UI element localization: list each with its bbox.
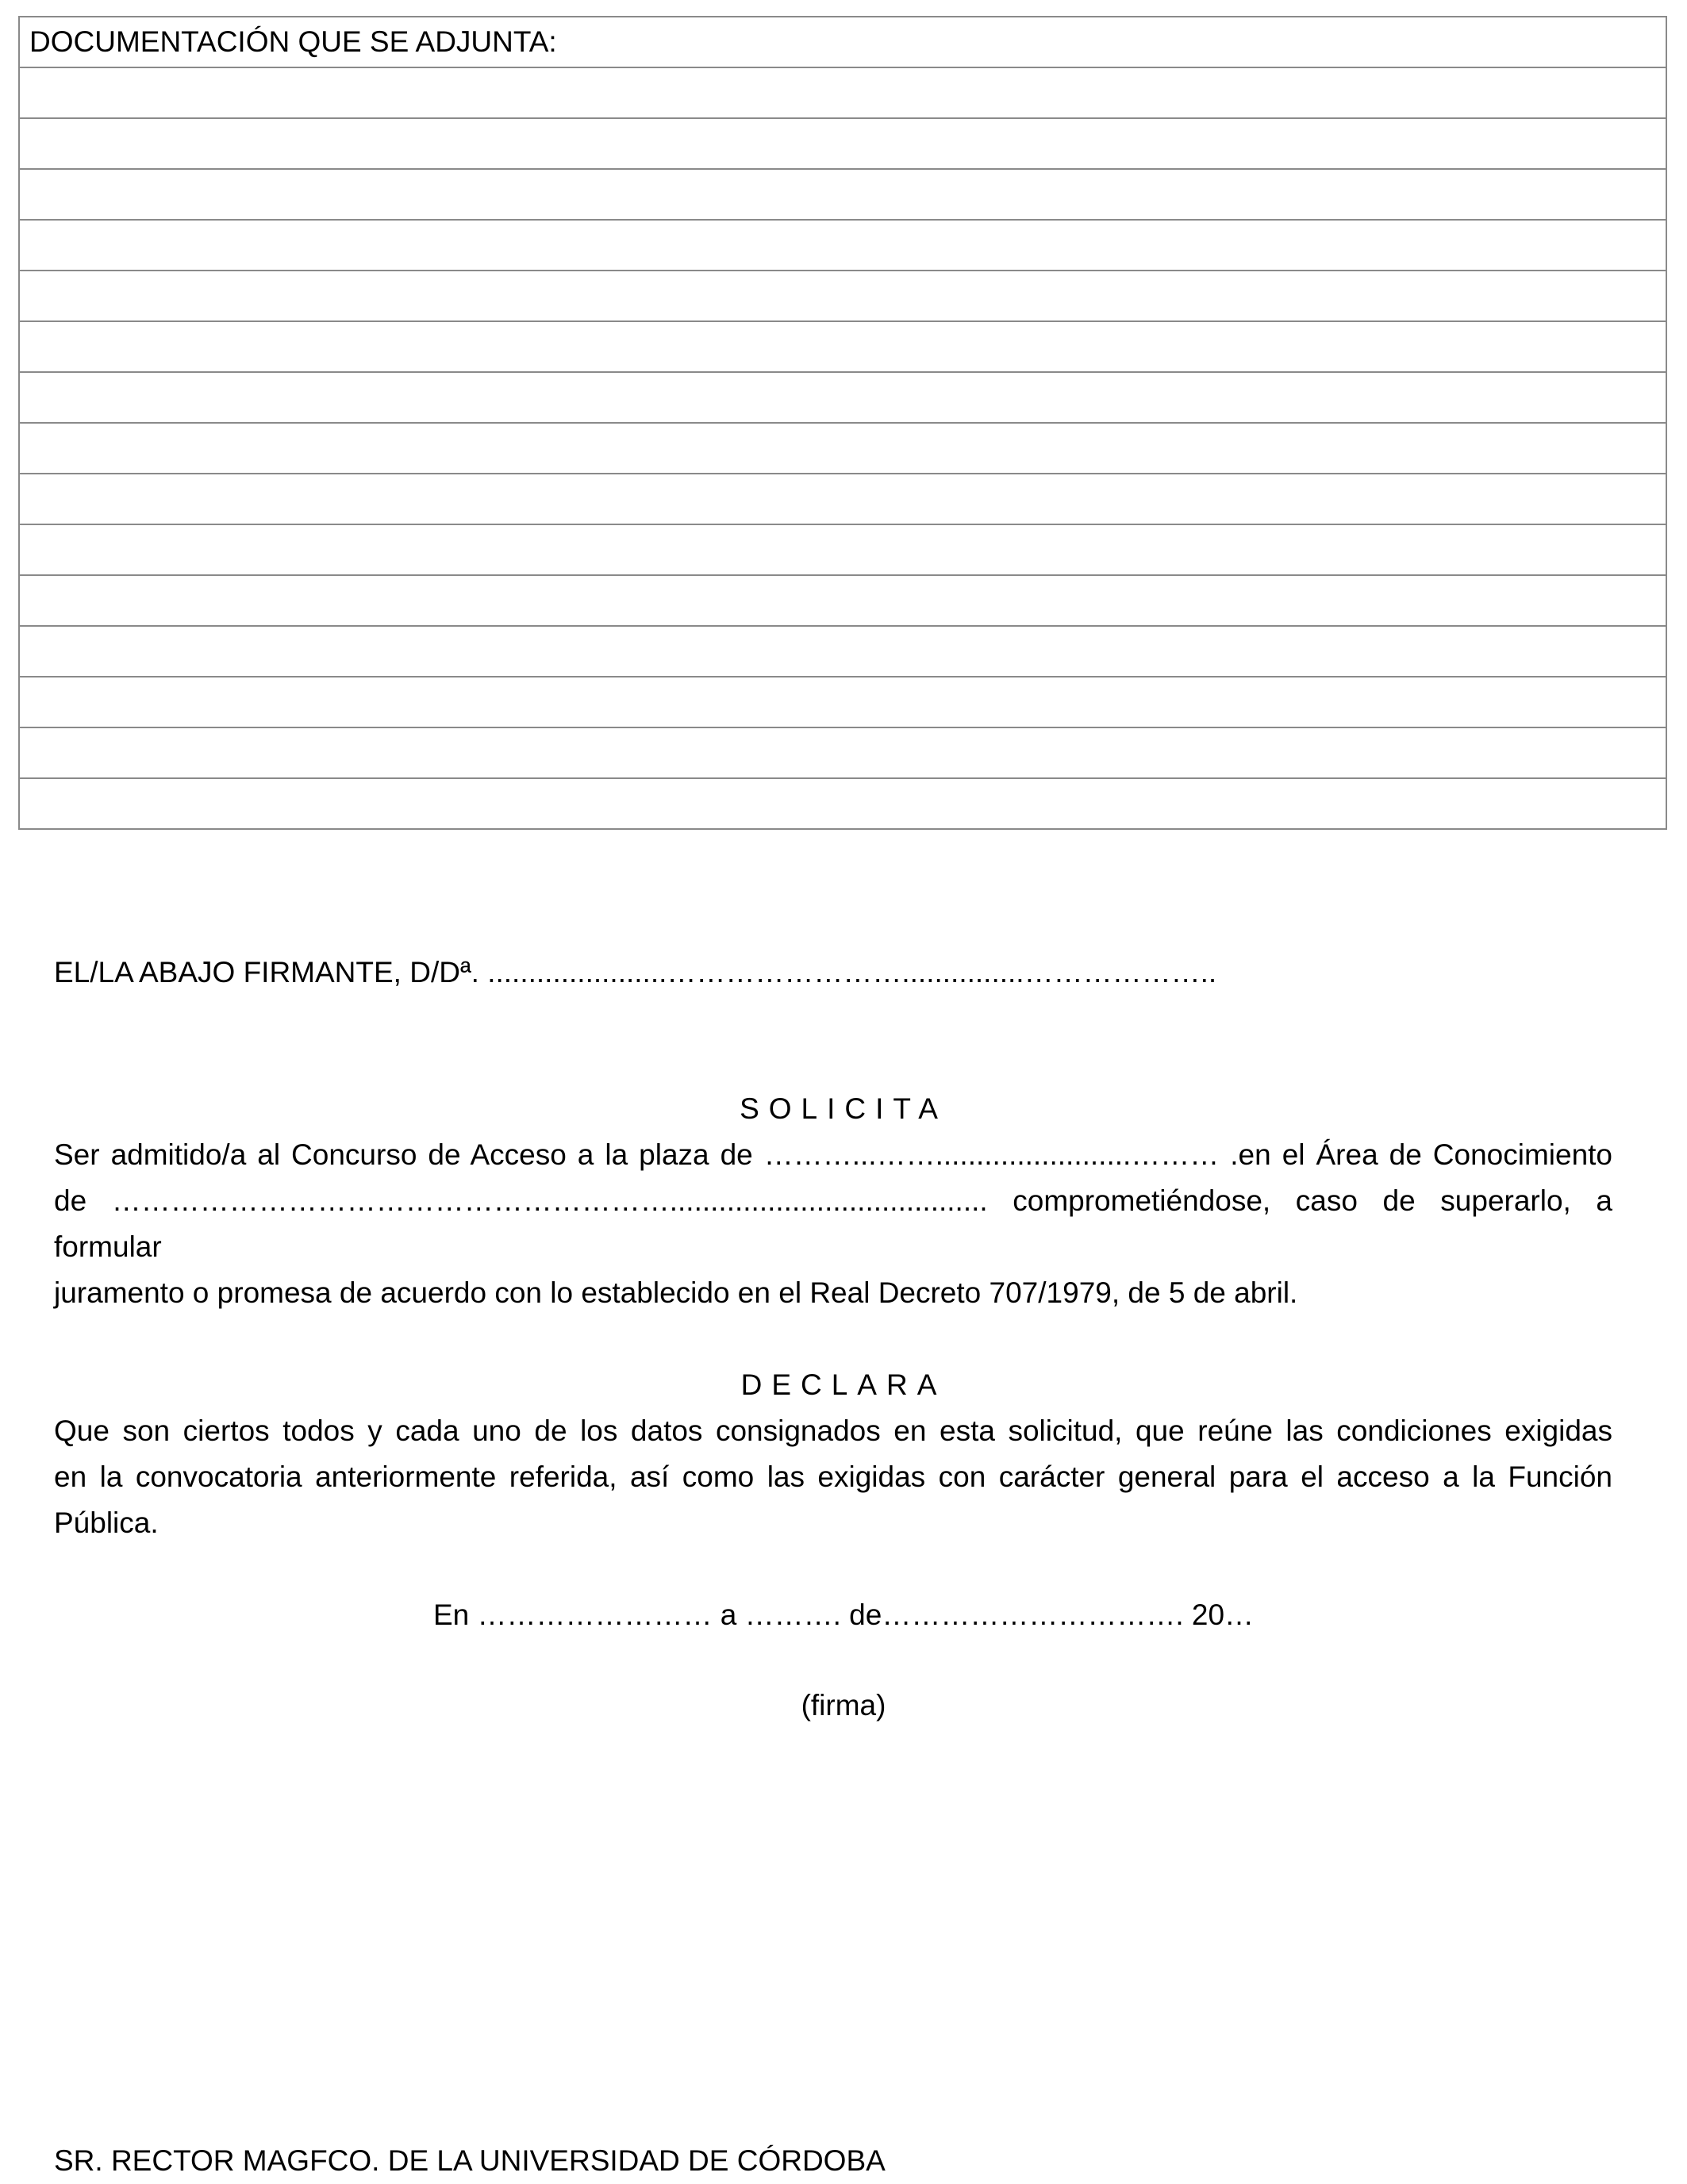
attachment-row — [19, 372, 1666, 423]
attachment-cell[interactable] — [19, 727, 1666, 778]
attachment-row — [19, 677, 1666, 727]
solicita-paragraph — [54, 1132, 1612, 1316]
addressee: SR. RECTOR MAGFCO. DE LA UNIVERSIDAD DE CÓRDOBA — [54, 2144, 886, 2177]
signature-label: (firma) — [801, 1689, 886, 1721]
attachments-table — [18, 16, 1667, 830]
attachment-row — [19, 524, 1666, 575]
declara-line: Que son ciertos todos y cada uno de los datos consignados en esta solicitud, que reúne las condiciones exigidas — [54, 1414, 1612, 1447]
solicita-line: juramento o promesa de acuerdo con lo establecido en el Real Decreto 707/1979, de 5 de abril. — [54, 1276, 1298, 1309]
attachment-cell[interactable] — [19, 321, 1666, 372]
attachment-cell[interactable] — [19, 575, 1666, 626]
attachment-row — [19, 118, 1666, 169]
place-date-line: En …………………… a ………. de…………………………. 20… — [432, 1599, 1255, 1631]
attachments-header: DOCUMENTACIÓN QUE SE ADJUNTA: — [19, 17, 1666, 67]
solicita-line: de …………………………………………………....................................... comprometiéndose, caso de superarlo, a formular — [54, 1184, 1612, 1263]
declara-paragraph — [54, 1408, 1612, 1546]
attachment-cell[interactable] — [19, 778, 1666, 829]
attachment-row — [19, 474, 1666, 524]
attachment-row — [19, 67, 1666, 118]
attachment-cell[interactable] — [19, 118, 1666, 169]
declara-line: en la convocatoria anteriormente referida, así como las exigidas con carácter general para el acceso a la Función — [54, 1460, 1612, 1493]
attachment-row — [19, 321, 1666, 372]
attachment-row — [19, 169, 1666, 220]
declara-heading: DECLARA — [740, 1368, 947, 1401]
attachment-row — [19, 423, 1666, 474]
attachment-cell[interactable] — [19, 67, 1666, 118]
attachment-row — [19, 271, 1666, 321]
attachment-cell[interactable] — [19, 474, 1666, 524]
attachment-cell[interactable] — [19, 524, 1666, 575]
attachments-header-row — [19, 17, 1666, 67]
attachment-cell[interactable] — [19, 271, 1666, 321]
attachment-row — [19, 575, 1666, 626]
attachment-cell[interactable] — [19, 423, 1666, 474]
attachment-cell[interactable] — [19, 169, 1666, 220]
solicita-line: Ser admitido/a al Concurso de Acceso a la plaza de ………...……........................……… .en el Área de Conocimiento — [54, 1138, 1612, 1171]
attachment-cell[interactable] — [19, 626, 1666, 677]
attachment-cell[interactable] — [19, 677, 1666, 727]
attachment-row — [19, 220, 1666, 271]
attachment-row — [19, 727, 1666, 778]
signatory-line: EL/LA ABAJO FIRMANTE, D/Dª. ......................……………………...............……………….. — [54, 956, 1217, 988]
declara-line: Pública. — [54, 1507, 159, 1539]
solicita-heading: SOLICITA — [740, 1092, 947, 1125]
attachment-row — [19, 778, 1666, 829]
attachment-cell[interactable] — [19, 372, 1666, 423]
attachment-row — [19, 626, 1666, 677]
attachment-cell[interactable] — [19, 220, 1666, 271]
